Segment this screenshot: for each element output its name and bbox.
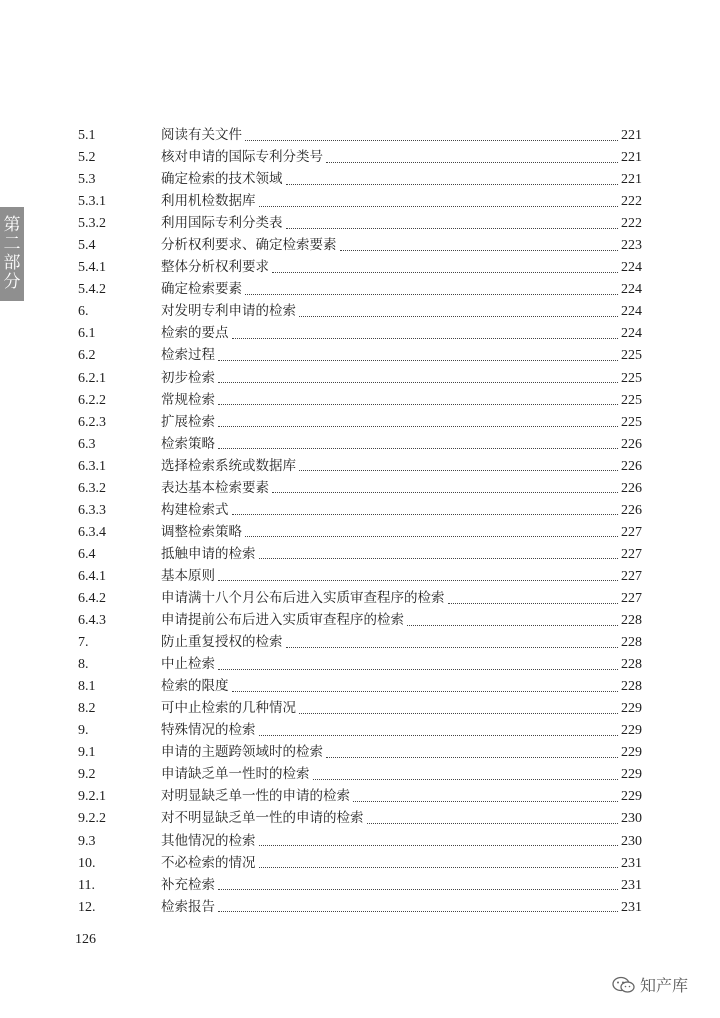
dot-leader	[218, 669, 618, 670]
toc-entry-page: 221	[621, 128, 642, 143]
toc-entry	[78, 455, 642, 477]
toc-entry-title: 选择检索系统或数据库	[161, 457, 296, 474]
toc-entry-title: 其他情况的检索	[161, 832, 256, 849]
toc-entry	[78, 190, 642, 212]
toc-entry-number: 6.4	[78, 546, 96, 562]
dot-leader	[340, 250, 619, 251]
toc-entry-number: 9.3	[78, 833, 96, 849]
toc-entry-number: 8.	[78, 657, 89, 673]
toc-entry-title: 检索的要点	[161, 325, 229, 342]
toc-entry-title: 中止检索	[161, 656, 215, 673]
toc-entry-title: 扩展检索	[161, 413, 215, 430]
dot-leader	[232, 338, 619, 339]
toc-entry-number: 9.1	[78, 745, 96, 761]
toc-entry-number: 6.1	[78, 326, 96, 342]
toc-entry-page: 225	[621, 348, 642, 364]
toc-entry-title: 调整检索策略	[161, 523, 242, 540]
toc-entry	[78, 322, 642, 344]
toc-entry-title: 构建检索式	[161, 501, 229, 518]
dot-leader	[448, 603, 619, 604]
toc-entry-page: 226	[621, 502, 642, 518]
dot-leader	[286, 184, 619, 185]
toc-entry-title: 常规检索	[161, 391, 215, 408]
toc-entry-page: 225	[621, 392, 642, 408]
toc-entry	[78, 499, 642, 521]
toc-entry-number: 5.3.1	[78, 194, 106, 210]
toc-entry-page: 230	[621, 833, 642, 849]
toc-entry-page: 226	[621, 436, 642, 452]
toc-entry-number: 5.3	[78, 172, 96, 188]
dot-leader	[286, 647, 619, 648]
toc-entry-number: 6.	[78, 304, 89, 320]
dot-leader	[218, 382, 618, 383]
toc-entry-page: 222	[621, 194, 642, 210]
toc-entry-page: 226	[621, 458, 642, 474]
toc-entry	[78, 433, 642, 455]
dot-leader	[353, 801, 618, 802]
dot-leader	[313, 779, 619, 780]
dot-leader	[232, 691, 619, 692]
toc-entry-title: 检索过程	[161, 347, 215, 364]
toc-entry	[78, 344, 642, 366]
toc-entry	[78, 852, 642, 874]
toc-entry-title: 整体分析权利要求	[161, 259, 269, 276]
toc-entry-number: 6.2.1	[78, 370, 106, 386]
toc-entry-number: 6.2.3	[78, 414, 106, 430]
toc-entry-page: 231	[621, 899, 642, 915]
toc-entry-number: 11.	[78, 877, 95, 893]
dot-leader	[299, 713, 618, 714]
toc-entry	[78, 587, 642, 609]
toc-entry	[78, 212, 642, 234]
toc-entry-title: 对发明专利申请的检索	[161, 303, 296, 320]
toc-entry-title: 补充检索	[161, 876, 215, 893]
toc-entry-page: 229	[621, 745, 642, 761]
toc-entry-number: 9.2	[78, 767, 96, 783]
dot-leader	[245, 140, 618, 141]
dot-leader	[259, 735, 619, 736]
toc-entry-page: 228	[621, 635, 642, 651]
toc-entry	[78, 896, 642, 918]
toc-entry	[78, 521, 642, 543]
toc-entry-number: 5.4.1	[78, 260, 106, 276]
toc-entry-page: 221	[621, 150, 642, 166]
toc-entry	[78, 300, 642, 322]
toc-entry-title: 抵触申请的检索	[161, 545, 256, 562]
toc-entry	[78, 146, 642, 168]
dot-leader	[286, 228, 619, 229]
toc-entry-title: 检索的限度	[161, 678, 229, 695]
toc-entry-page: 227	[621, 590, 642, 606]
toc-entry-title: 申请提前公布后进入实质审查程序的检索	[161, 612, 404, 629]
dot-leader	[245, 536, 618, 537]
toc-entry-page: 227	[621, 568, 642, 584]
toc-entry-number: 6.3.3	[78, 502, 106, 518]
toc-entry	[78, 168, 642, 190]
toc-entry-page: 224	[621, 326, 642, 342]
toc-entry	[78, 256, 642, 278]
toc-entry-page: 229	[621, 767, 642, 783]
toc-entry-page: 228	[621, 657, 642, 673]
toc-entry	[78, 697, 642, 719]
toc-entry-title: 确定检索要素	[161, 281, 242, 298]
toc-entry	[78, 609, 642, 631]
toc-entry	[78, 807, 642, 829]
toc-entry-number: 6.4.2	[78, 590, 106, 606]
dot-leader	[259, 845, 619, 846]
toc-entry-page: 228	[621, 613, 642, 629]
toc-entry-number: 9.2.1	[78, 789, 106, 805]
dot-leader	[218, 404, 618, 405]
toc-entry-title: 申请缺乏单一性时的检索	[161, 766, 310, 783]
toc-entry	[78, 763, 642, 785]
part-side-tab	[0, 207, 24, 301]
toc-entry-number: 6.2.2	[78, 392, 106, 408]
toc-entry-page: 231	[621, 877, 642, 893]
toc-entry	[78, 675, 642, 697]
toc-entry-title: 特殊情况的检索	[161, 722, 256, 739]
toc-entry	[78, 477, 642, 499]
toc-entry	[78, 234, 642, 256]
toc-entry-page: 222	[621, 216, 642, 232]
dot-leader	[259, 867, 619, 868]
toc-entry	[78, 565, 642, 587]
toc-entry-page: 224	[621, 304, 642, 320]
toc-entry	[78, 389, 642, 411]
toc-entry-page: 230	[621, 811, 642, 827]
watermark	[612, 973, 688, 996]
toc-entry-title: 分析权利要求、确定检索要素	[161, 237, 337, 254]
toc-entry	[78, 653, 642, 675]
toc-entry-number: 5.4.2	[78, 282, 106, 298]
toc-entry-number: 6.3	[78, 436, 96, 452]
dot-leader	[367, 823, 619, 824]
toc-entry-number: 5.4	[78, 238, 96, 254]
dot-leader	[326, 757, 618, 758]
toc-entry-number: 9.	[78, 723, 89, 739]
toc-entry-title: 防止重复授权的检索	[161, 634, 283, 651]
toc-entry-title: 利用机检数据库	[161, 193, 256, 210]
toc-entry-title: 申请满十八个月公布后进入实质审查程序的检索	[161, 589, 445, 606]
toc-entry	[78, 874, 642, 896]
toc-entry-title: 检索报告	[161, 898, 215, 915]
toc-entry-number: 6.3.2	[78, 480, 106, 496]
toc-entry-page: 231	[621, 855, 642, 871]
dot-leader	[218, 911, 618, 912]
dot-leader	[232, 514, 619, 515]
toc-entry-page: 229	[621, 789, 642, 805]
watermark-text: 知产库	[640, 976, 689, 995]
toc-entry-number: 5.3.2	[78, 216, 106, 232]
toc-entry-page: 223	[621, 238, 642, 254]
toc-entry-number: 7.	[78, 635, 89, 651]
dot-leader	[218, 426, 618, 427]
dot-leader	[218, 448, 618, 449]
toc-entry	[78, 543, 642, 565]
table-of-contents	[78, 124, 642, 918]
toc-entry-page: 228	[621, 679, 642, 695]
toc-entry-number: 9.2.2	[78, 811, 106, 827]
dot-leader	[272, 272, 618, 273]
toc-entry-title: 阅读有关文件	[161, 127, 242, 143]
toc-entry-page: 227	[621, 546, 642, 562]
dot-leader	[218, 360, 618, 361]
toc-entry-page: 225	[621, 414, 642, 430]
toc-entry-page: 225	[621, 370, 642, 386]
toc-entry	[78, 367, 642, 389]
toc-entry-title: 初步检索	[161, 369, 215, 386]
page-number: 126	[75, 932, 96, 947]
toc-entry-title: 利用国际专利分类表	[161, 215, 283, 232]
toc-entry-page: 229	[621, 723, 642, 739]
wechat-icon	[612, 976, 636, 994]
toc-entry-title: 申请的主题跨领域时的检索	[161, 744, 323, 761]
toc-entry-number: 6.4.3	[78, 613, 106, 629]
toc-entry-number: 8.1	[78, 679, 96, 695]
toc-entry-title: 表达基本检索要素	[161, 479, 269, 496]
toc-entry-number: 8.2	[78, 701, 96, 717]
part-side-tab-label: 第二部分	[3, 215, 21, 292]
toc-entry-number: 6.2	[78, 348, 96, 364]
toc-entry	[78, 719, 642, 741]
toc-entry-page: 227	[621, 524, 642, 540]
toc-entry-page: 229	[621, 701, 642, 717]
dot-leader	[218, 580, 618, 581]
toc-entry-title: 检索策略	[161, 435, 215, 452]
toc-entry-page: 226	[621, 480, 642, 496]
toc-entry	[78, 278, 642, 300]
dot-leader	[259, 206, 619, 207]
toc-entry-number: 5.1	[78, 128, 96, 143]
toc-entry-number: 5.2	[78, 150, 96, 166]
toc-entry-number: 6.3.4	[78, 524, 106, 540]
dot-leader	[299, 316, 618, 317]
toc-entry-title: 对不明显缺乏单一性的申请的检索	[161, 810, 364, 827]
toc-entry-number: 6.3.1	[78, 458, 106, 474]
dot-leader	[299, 470, 618, 471]
dot-leader	[245, 294, 618, 295]
dot-leader	[272, 492, 618, 493]
toc-entry	[78, 741, 642, 763]
toc-entry	[78, 785, 642, 807]
toc-entry	[78, 631, 642, 653]
toc-entry-title: 核对申请的国际专利分类号	[161, 149, 323, 166]
dot-leader	[326, 162, 618, 163]
toc-entry-title: 可中止检索的几种情况	[161, 700, 296, 717]
toc-entry	[78, 411, 642, 433]
toc-entry-number: 6.4.1	[78, 568, 106, 584]
toc-entry-page: 224	[621, 260, 642, 276]
toc-entry-number: 10.	[78, 855, 96, 871]
dot-leader	[218, 889, 618, 890]
toc-entry-title: 对明显缺乏单一性的申请的检索	[161, 788, 350, 805]
toc-entry	[78, 830, 642, 852]
toc-entry	[78, 124, 642, 146]
toc-entry-title: 基本原则	[161, 567, 215, 584]
toc-entry-number: 12.	[78, 899, 96, 915]
toc-entry-page: 224	[621, 282, 642, 298]
toc-entry-page: 221	[621, 172, 642, 188]
dot-leader	[407, 625, 618, 626]
toc-entry-title: 确定检索的技术领域	[161, 171, 283, 188]
dot-leader	[259, 558, 619, 559]
toc-entry-title: 不必检索的情况	[161, 854, 256, 871]
